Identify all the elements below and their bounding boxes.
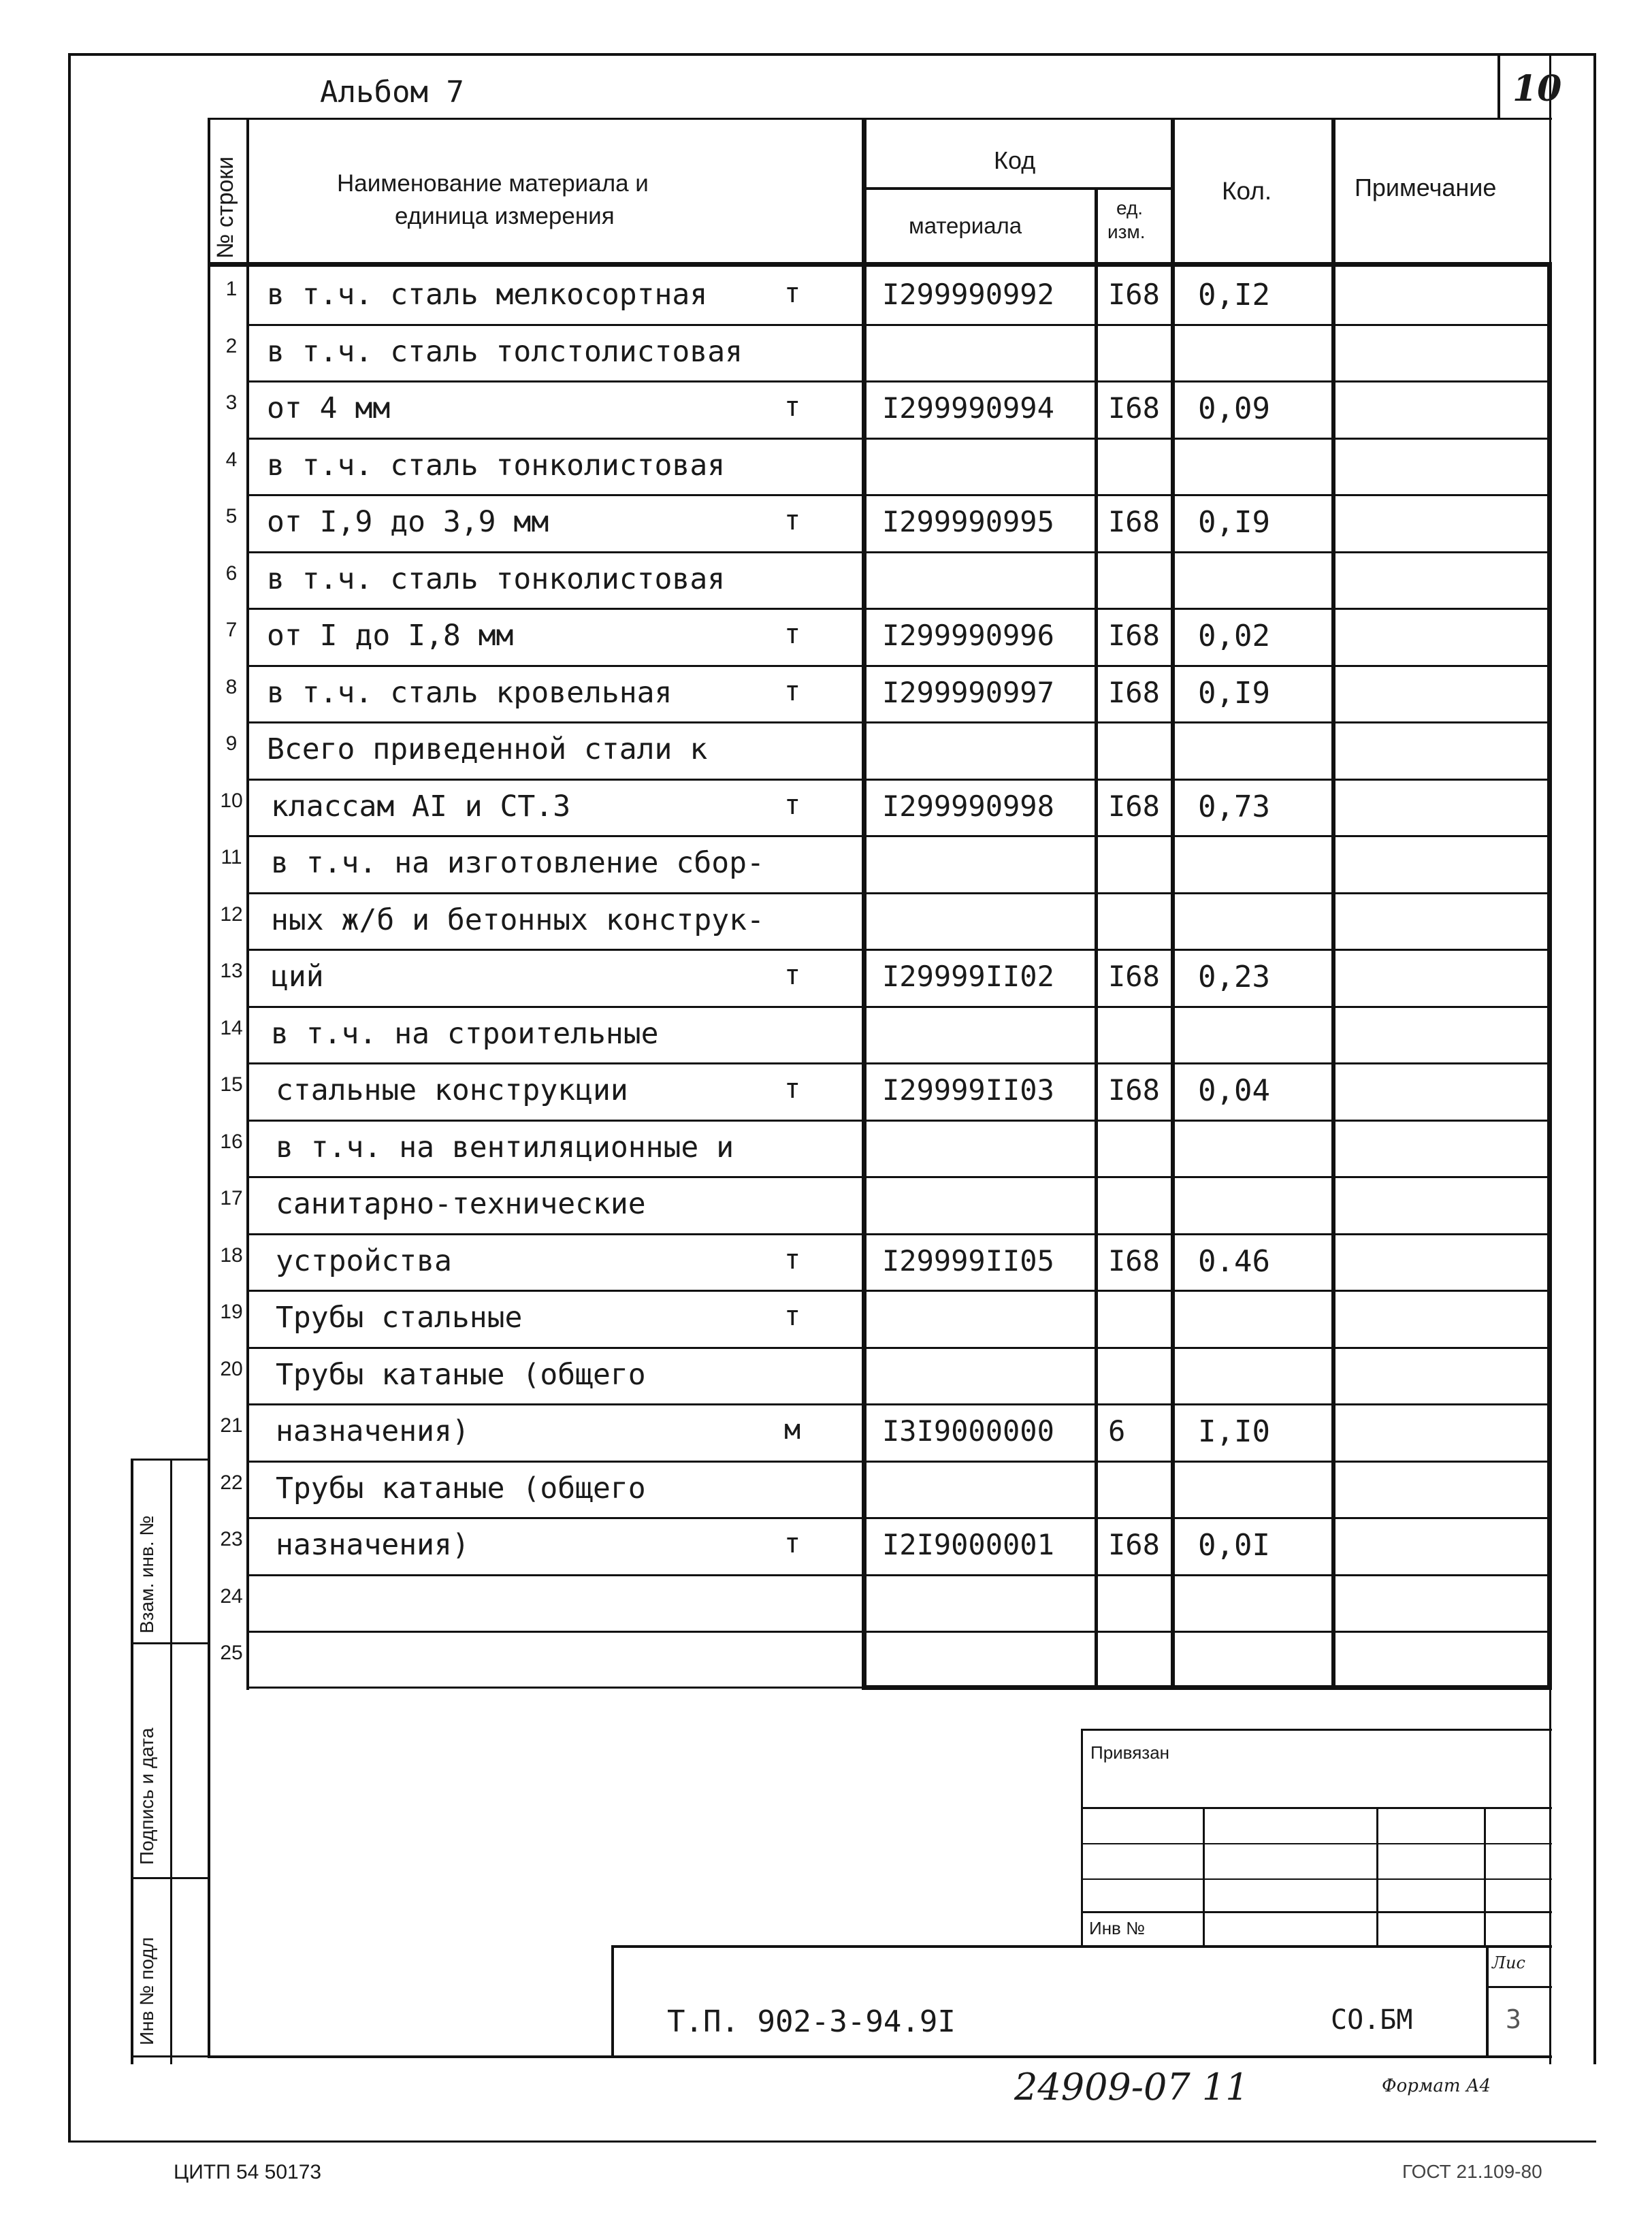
frame-right	[1593, 53, 1596, 2064]
side-stamp-mid	[170, 1459, 172, 2064]
row-material-name: Всего приведенной стали к	[267, 732, 708, 766]
unit-col-line	[1171, 118, 1175, 1690]
citp-label: ЦИТП 54 50173	[174, 2161, 322, 2183]
stamp-line-2	[1081, 1843, 1552, 1844]
table-right-bold	[1547, 262, 1552, 1690]
row-unit-letter: т	[784, 1073, 801, 1105]
row-separator	[246, 380, 1547, 382]
row-separator	[246, 494, 1547, 496]
album-title: Альбом 7	[320, 75, 464, 110]
row-separator	[246, 665, 1547, 667]
stamp-line-1	[1081, 1807, 1552, 1809]
row-material-name: устройства	[276, 1243, 452, 1278]
row-material-code: I299990995	[882, 505, 1054, 538]
row-number: 15	[220, 1073, 243, 1096]
row-material-name: в т.ч. на вентиляционные и	[276, 1130, 734, 1165]
row-material-name: от I до I,8 мм	[267, 619, 514, 653]
row-unit-code: I68	[1108, 505, 1160, 538]
row-number: 3	[225, 391, 238, 414]
row-unit-code: I68	[1108, 789, 1160, 823]
row-quantity: I,I0	[1198, 1414, 1270, 1449]
row-number: 7	[225, 619, 238, 641]
list-label: Лис	[1492, 1953, 1525, 1972]
stamp-inv-no: Инв №	[1089, 1918, 1145, 1938]
row-quantity: 0,73	[1198, 789, 1270, 824]
doc-code: Т.П. 902-3-94.9I	[667, 2004, 956, 2039]
row-number: 12	[220, 902, 243, 926]
row-unit-code: I68	[1108, 391, 1160, 425]
row-separator	[246, 1403, 1547, 1405]
row-separator	[246, 892, 1547, 894]
row-material-code: I2I9000001	[882, 1528, 1054, 1561]
row-unit-code: I68	[1108, 278, 1160, 311]
stamp-col-2	[1376, 1807, 1378, 1947]
row-material-name: от 4 мм	[267, 391, 391, 425]
table-left-line	[208, 118, 210, 2057]
handwritten-archive-number: 24909-07 11	[1014, 2066, 1249, 2109]
row-unit-letter: т	[784, 1528, 801, 1559]
row-unit-code: I68	[1108, 619, 1160, 652]
row-number: 22	[220, 1471, 243, 1494]
stamp-line-4	[1081, 1911, 1552, 1913]
row-quantity: 0,02	[1198, 619, 1270, 653]
row-separator	[246, 779, 1547, 781]
table-bottom-bold	[862, 1685, 1552, 1690]
row-material-name: в т.ч. сталь толстолистовая	[267, 334, 743, 369]
row-material-name: от I,9 до 3,9 мм	[267, 505, 549, 539]
row-number: 9	[225, 732, 238, 755]
row-separator	[246, 1517, 1547, 1519]
row-unit-letter: т	[784, 960, 801, 991]
header-name-line2: единица измерения	[395, 203, 615, 229]
side-stamp-sep1	[131, 1642, 208, 1644]
side-stamp-left	[131, 1459, 133, 2064]
row-material-code: I3I9000000	[882, 1414, 1054, 1448]
row-separator	[246, 1176, 1547, 1178]
row-number: 25	[220, 1642, 243, 1664]
row-separator	[246, 1233, 1547, 1235]
row-material-name: стальные конструкции	[276, 1073, 628, 1107]
row-material-code: I299990994	[882, 391, 1054, 425]
row-quantity: 0,23	[1198, 960, 1270, 994]
row-number: 23	[220, 1528, 243, 1550]
page-number-divider	[1497, 53, 1500, 120]
row-number: 2	[225, 334, 238, 357]
row-quantity: 0,I9	[1198, 675, 1270, 711]
row-material-name: Трубы катаные (общего	[276, 1357, 646, 1392]
title-block-bottom	[208, 2055, 1552, 2058]
row-number: 10	[220, 789, 243, 812]
row-unit-letter: т	[784, 789, 801, 821]
row-material-code: I29999II05	[882, 1243, 1054, 1277]
header-material: материала	[909, 213, 1022, 238]
stamp-privyazan: Привязан	[1090, 1742, 1170, 1763]
row-material-code: I29999II03	[882, 1073, 1054, 1107]
row-separator	[246, 1006, 1547, 1008]
row-number: 4	[225, 448, 238, 471]
row-quantity: 0,04	[1198, 1073, 1270, 1108]
label-inv-podl: Инв № подл	[136, 1937, 157, 2045]
row-material-name: ций	[271, 960, 324, 994]
row-separator	[246, 835, 1547, 837]
row-number: 1	[225, 278, 238, 300]
row-separator	[246, 1347, 1547, 1349]
frame-bottom	[68, 2140, 1596, 2143]
doc-box-top	[611, 1945, 1552, 1948]
row-unit-code: I68	[1108, 1528, 1160, 1561]
gost-label: ГОСТ 21.109-80	[1402, 2161, 1542, 2182]
row-material-name: Трубы стальные	[276, 1301, 523, 1335]
row-separator	[246, 438, 1547, 440]
row-unit-letter: т	[784, 391, 801, 423]
row-quantity: 0.46	[1198, 1243, 1270, 1279]
qty-col-line	[1331, 118, 1335, 1690]
row-quantity: 0,0I	[1198, 1528, 1270, 1563]
row-number: 5	[225, 505, 238, 527]
row-number: 17	[220, 1187, 243, 1209]
row-quantity: 0,I2	[1198, 278, 1270, 312]
header-unit-line1: ед.	[1116, 197, 1144, 218]
row-separator	[246, 324, 1547, 326]
row-unit-code: I68	[1108, 1073, 1160, 1107]
row-unit-code: I68	[1108, 675, 1160, 709]
header-row-number: № строки	[212, 156, 238, 259]
stamp-left-line	[1081, 1729, 1083, 1947]
stamp-top-line	[1081, 1729, 1552, 1731]
header-bottom-line	[208, 262, 1552, 267]
header-qty: Кол.	[1222, 177, 1272, 205]
row-material-name: ных ж/б и бетонных конструк-	[271, 902, 764, 937]
doc-section: СО.БМ	[1331, 2004, 1413, 2036]
row-number: 16	[220, 1130, 243, 1153]
doc-box-right	[1486, 1945, 1489, 2057]
row-material-name: назначения)	[276, 1414, 470, 1448]
row-separator	[246, 1631, 1547, 1633]
row-quantity: 0,09	[1198, 391, 1270, 426]
code-subheader-line	[862, 187, 1175, 190]
row-unit-letter: т	[784, 505, 801, 536]
row-unit-letter: т	[784, 675, 801, 707]
row-number: 19	[220, 1301, 243, 1323]
row-separator	[246, 1062, 1547, 1064]
format-label: Формат А4	[1382, 2076, 1491, 2096]
table-bottom-thin	[246, 1687, 862, 1689]
stamp-col-1	[1203, 1807, 1205, 1947]
row-material-code: I299990997	[882, 675, 1054, 709]
material-col-line	[1095, 187, 1098, 1690]
label-vzam-inv: Взам. инв. №	[136, 1515, 157, 1633]
stamp-line-3	[1081, 1878, 1552, 1880]
row-material-code: I299990996	[882, 619, 1054, 652]
header-code: Код	[994, 146, 1036, 174]
label-podpis-data: Подпись и дата	[136, 1727, 157, 1865]
list-value: 3	[1506, 2004, 1521, 2034]
row-material-code: I29999II02	[882, 960, 1054, 993]
row-number: 13	[220, 960, 243, 982]
doc-box-left	[611, 1945, 614, 2057]
row-number: 6	[225, 561, 238, 585]
row-material-name: в т.ч. сталь мелкосортная	[267, 278, 708, 312]
row-material-name: в т.ч. на изготовление сбор-	[271, 846, 764, 880]
header-note: Примечание	[1355, 174, 1497, 201]
row-separator	[246, 949, 1547, 951]
row-unit-letter: т	[784, 1301, 801, 1332]
row-separator	[246, 1120, 1547, 1122]
stamp-col-3	[1484, 1807, 1486, 1947]
list-divider	[1486, 1986, 1552, 1988]
row-material-code: I299990998	[882, 789, 1054, 823]
name-col-line	[862, 118, 867, 1690]
row-quantity: 0,I9	[1198, 505, 1270, 540]
row-material-name: в т.ч. сталь тонколистовая	[267, 561, 726, 596]
row-material-name: назначения)	[276, 1528, 470, 1562]
row-unit-code: I68	[1108, 960, 1160, 993]
row-number: 8	[225, 675, 238, 698]
row-unit-letter: т	[784, 619, 801, 650]
header-divider	[208, 118, 1552, 120]
page-number: 10	[1512, 68, 1562, 110]
row-unit-letter: м	[784, 1414, 801, 1446]
row-number: 14	[220, 1016, 243, 1039]
row-number: 20	[220, 1357, 243, 1380]
row-number: 21	[220, 1414, 243, 1437]
row-separator	[246, 551, 1547, 553]
row-unit-code: 6	[1108, 1414, 1126, 1448]
row-separator	[246, 721, 1547, 723]
row-number: 24	[220, 1584, 243, 1608]
row-unit-letter: т	[784, 1243, 801, 1275]
row-separator	[246, 1290, 1547, 1292]
row-separator	[246, 1461, 1547, 1463]
row-material-code: I299990992	[882, 278, 1054, 311]
side-stamp-bottom	[131, 2055, 208, 2057]
rownum-col-line	[246, 118, 249, 1690]
row-separator	[246, 608, 1547, 610]
header-unit-line2: изм.	[1107, 221, 1146, 242]
row-material-name: в т.ч. сталь кровельная	[267, 675, 673, 710]
row-separator	[246, 1574, 1547, 1576]
row-unit-letter: т	[784, 278, 801, 309]
row-material-name: классам AI и СТ.3	[271, 789, 571, 824]
row-material-name: в т.ч. сталь тонколистовая	[267, 448, 726, 483]
frame-top	[68, 53, 1596, 56]
side-stamp-top	[131, 1459, 208, 1461]
frame-left	[68, 53, 71, 2143]
header-name-line1: Наименование материала и	[337, 170, 649, 197]
row-number: 11	[221, 846, 242, 868]
row-material-name: Трубы катаные (общего	[276, 1471, 646, 1505]
row-material-name: санитарно-технические	[276, 1187, 646, 1221]
side-stamp-sep2	[131, 1877, 208, 1879]
row-material-name: в т.ч. на строительные	[271, 1016, 659, 1051]
row-unit-code: I68	[1108, 1243, 1160, 1277]
row-number: 18	[220, 1243, 243, 1267]
